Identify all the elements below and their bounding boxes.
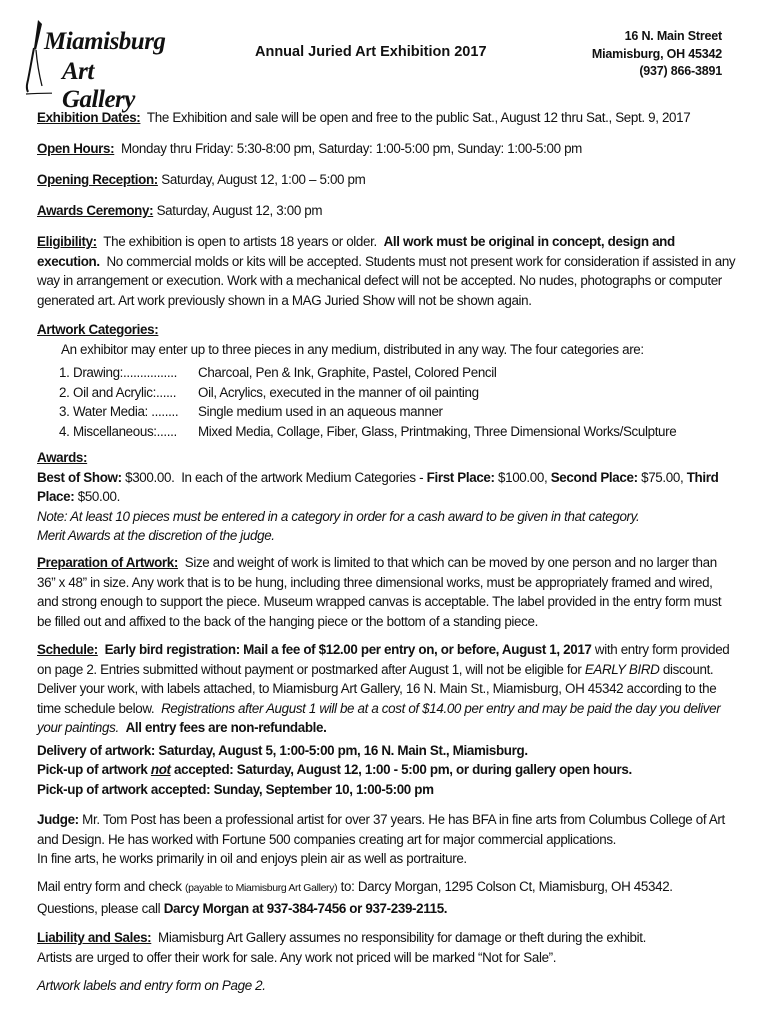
category-item (37, 363, 737, 383)
first-place-value: $100.00, (498, 469, 548, 485)
logo-text-art-gallery: Art Gallery (62, 58, 135, 113)
judge-label: Judge: (37, 812, 79, 827)
exhibition-dates-label: Exhibition Dates: (37, 110, 141, 125)
awards-prizes (37, 468, 737, 507)
questions-text: Questions, please call (37, 900, 161, 916)
awards-label: Awards: (37, 450, 88, 465)
judge-text-2: In fine arts, he works primarily in oil and enjoys plein air as well as portraiture. (37, 851, 467, 866)
mail-entry-section (37, 877, 737, 918)
category-number: 3. (59, 404, 70, 419)
liability-text: Miamisburg Art Gallery assumes no responsibility for damage or theft during the exhibit. (158, 930, 647, 945)
mail-payable-text: (payable to Miamisburg Art Gallery) (184, 882, 338, 894)
opening-reception-label: Opening Reception: (37, 172, 158, 187)
open-hours-label: Open Hours: (37, 141, 115, 156)
artwork-categories-section (37, 320, 737, 441)
pickup-not-word: not (150, 762, 171, 777)
page-title: Annual Juried Art Exhibition 2017 (255, 44, 487, 60)
logo-text-miamisburg: Miamisburg (44, 28, 166, 55)
best-of-show-label: Best of Show: (37, 469, 122, 485)
artwork-categories-intro: An exhibitor may enter up to three pieces in any medium, distributed in any way. The four categories are: (61, 341, 644, 357)
pickup-not-accepted-b: accepted: Saturday, August 12, 1:00 - 5:00 pm, or during gallery open hours. (174, 762, 632, 777)
early-bird-registration-text: Early bird registration: Mail a fee of $12.00 per entry on, or before, August 1, 2017 (104, 642, 592, 657)
mail-text-2: to: Darcy Morgan, 1295 Colson Ct, Miamisburg, OH 45342. (340, 879, 673, 894)
category-label: Drawing:................ (73, 365, 177, 380)
opening-reception-text: Saturday, August 12, 1:00 – 5:00 pm (161, 172, 366, 187)
eligibility-section (37, 232, 737, 310)
schedule-paragraph: Schedule: Early bird registration: Mail a fee of $12.00 per entry on, or before, August 1, 2017 with entry form provided on page 2. Entries submitted without payment or postmarked after August 1, will not be eligible for EARLY BIRD discount. Deliver your work, with labels attached, to Miamisburg Art Gallery, 16 N. Main St., Miamisburg, OH 45342 according to the time schedule below. Registrations after August 1 will be at a cost of $14.00 per entry and may be paid the day you deliver your paintings. All entry fees are non-refundable. (37, 642, 730, 735)
awards-ceremony-section (37, 201, 737, 221)
eligibility-text-2: No commercial molds or kits will be accepted. Students must not present work for consideration if assisted in any way in arrangement or execution. Work with a mechanical defect will not be accepted. No nudes, photographs or computer generated art. Art work previously shown in a MAG Juried Show will not be shown again. (37, 253, 736, 308)
open-hours-section (37, 139, 737, 159)
liability-section (37, 928, 737, 967)
third-place-value: $50.00. (77, 489, 120, 504)
category-number: 2. (59, 384, 70, 400)
category-number: 1. (59, 365, 70, 380)
schedule-label: Schedule: (37, 642, 98, 657)
artwork-categories-label: Artwork Categories: (37, 322, 159, 337)
eligibility-bold-text: All work must be original in concept, design and execution. (37, 234, 675, 269)
gallery-logo (22, 18, 172, 113)
category-label: Water Media: ........ (73, 404, 179, 419)
schedule-text-1: with entry form provided on page 2. Entries submitted without payment or postmarked after August 1, will not be eligible for (37, 642, 730, 677)
category-number: 4. (59, 423, 70, 439)
category-item (37, 422, 737, 442)
address-city: Miamisburg, OH 45342 (591, 46, 722, 61)
footer-text: Artwork labels and entry form on Page 2. (37, 978, 266, 993)
category-description: Charcoal, Pen & Ink, Graphite, Pastel, Colored Pencil (198, 365, 497, 380)
pickup-not-accepted-a: Pick-up of artwork (37, 762, 148, 777)
awards-ceremony-label: Awards Ceremony: (37, 203, 154, 218)
preparation-label: Preparation of Artwork: (37, 555, 178, 570)
first-place-label: First Place: (426, 469, 495, 485)
mail-text-1: Mail entry form and check (37, 879, 182, 894)
late-registration-text: Registrations after August 1 will be at a cost of $14.00 per entry and may be paid the day you deliver your paintings (37, 700, 721, 735)
pickup-accepted: Pick-up of artwork accepted: Sunday, September 10, 1:00-5:00 pm (37, 781, 434, 797)
awards-ceremony-text: Saturday, August 12, 3:00 pm (156, 203, 323, 218)
liability-label: Liability and Sales: (37, 930, 152, 945)
contact-info: Darcy Morgan at 937-384-7456 or 937-239-2115. (163, 900, 448, 916)
schedule-text-2: discount. Deliver your work, with labels attached, to Miamisburg Art Gallery, 16 N. Main St., Miamisburg, OH 45342 according to the time schedule below. (37, 661, 717, 716)
category-description: Mixed Media, Collage, Fiber, Glass, Printmaking, Three Dimensional Works/Sculpture (198, 423, 677, 439)
judge-text: Mr. Tom Post has been a professional artist for over 37 years. He has BFA in fine arts from Columbus College of Art and Design. He has worked with Fortune 500 companies creating art for major commercial applications. (37, 812, 725, 847)
address-street: 16 N. Main Street (624, 29, 722, 43)
exhibition-dates-text: The Exhibition and sale will be open and free to the public Sat., August 12 thru Sat., Sept. 9, 2017 (146, 110, 691, 125)
category-description: Single medium used in an aqueous manner (198, 404, 443, 419)
category-item (37, 383, 737, 403)
category-label: Miscellaneous:...... (73, 423, 177, 439)
second-place-value: $75.00, (641, 469, 684, 485)
eligibility-label: Eligibility: (37, 234, 97, 249)
category-description: Oil, Acrylics, executed in the manner of oil painting (198, 384, 479, 400)
exhibition-dates-section (37, 108, 737, 128)
early-bird-text: EARLY BIRD (584, 661, 660, 677)
judge-section (37, 810, 737, 869)
best-of-show-value: $300.00. (125, 469, 175, 485)
preparation-text: Size and weight of work is limited to that which can be moved by one person and no larger than 36” x 48” in size. Any work that is to be hung, including three dimensional works, must be appropriately framed and wired, and strong enough to support the piece. Museum wrapped canvas is acceptable. The label provided in the entry form must be filled out and affixed to the back of the hanging piece or the bottom of a standing piece. (37, 555, 722, 629)
footer-note (37, 976, 737, 996)
category-item (37, 402, 737, 422)
open-hours-text: Monday thru Friday: 5:30-8:00 pm, Saturday: 1:00-5:00 pm, Sunday: 1:00-5:00 pm (121, 141, 582, 156)
gallery-address (592, 28, 722, 81)
second-place-label: Second Place: (550, 469, 638, 485)
eligibility-text-1: The exhibition is open to artists 18 years or older. (103, 234, 377, 249)
phone-number: (937) 866-3891 (639, 64, 722, 78)
schedule-section (37, 640, 737, 799)
delivery-schedule: Delivery of artwork: Saturday, August 5, 1:00-5:00 pm, 16 N. Main St., Miamisburg. (37, 742, 528, 758)
awards-note: Note: At least 10 pieces must be entered in a category in order for a cash award to be given in that category. (37, 508, 640, 524)
preparation-section (37, 553, 737, 631)
opening-reception-section (37, 170, 737, 190)
non-refundable-text: All entry fees are non-refundable. (125, 720, 327, 735)
third-place-label: Third Place: (37, 469, 719, 504)
category-label: Oil and Acrylic:...... (73, 384, 177, 400)
merit-awards-text: Merit Awards at the discretion of the judge. (37, 528, 275, 543)
medium-categories-text: In each of the artwork Medium Categories - (181, 469, 424, 485)
awards-section (37, 448, 737, 546)
liability-text-2: Artists are urged to offer their work for sale. Any work not priced will be marked “Not for Sale”. (37, 949, 557, 965)
